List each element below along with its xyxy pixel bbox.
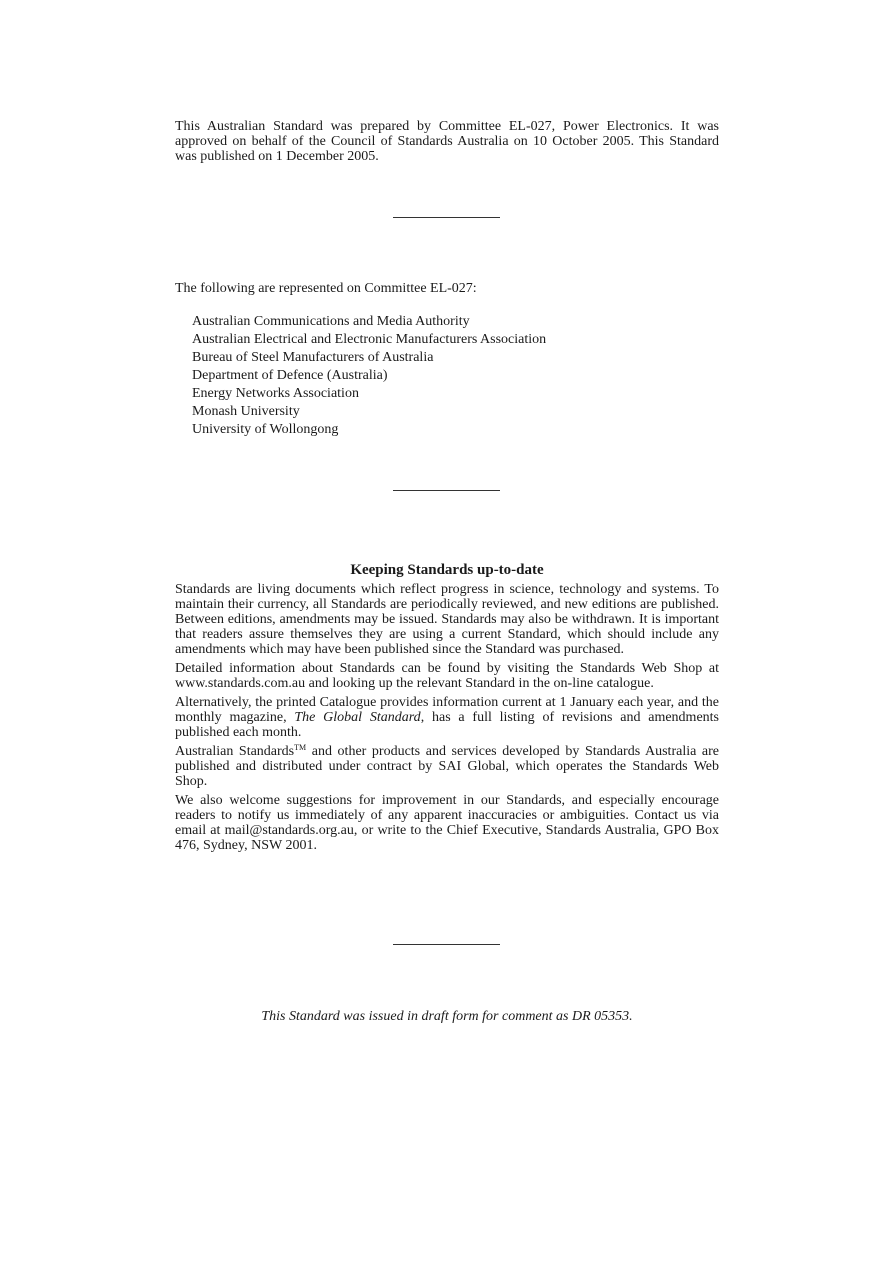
- magazine-title: The Global Standard: [294, 710, 421, 725]
- section-divider: [393, 944, 500, 945]
- section-divider: [393, 490, 500, 491]
- catalogue-text-end: , has a full listing of revisions and amendments published each month.: [175, 710, 720, 740]
- preparation-note: This Australian Standard was prepared by Committee EL-027, Power Electronics. It was approved on behalf of the Council of Standards Australia on 10 October 2005. This Standard was published on 1 December 2005.: [175, 119, 719, 164]
- keeping-up-to-date-body: [175, 582, 719, 857]
- paragraph-web-shop: Detailed information about Standards can be found by visiting the Standards Web Shop at www.standards.com.au and looking up the relevant Standard in the on-line catalogue.: [175, 661, 719, 691]
- committee-member-list: [192, 313, 546, 439]
- brand-name: Australian Standards: [175, 744, 295, 759]
- paragraph-catalogue: [175, 695, 719, 740]
- section-heading: Keeping Standards up-to-date: [350, 562, 544, 578]
- trademark-mark: TM: [294, 743, 307, 752]
- paragraph-suggestions: We also welcome suggestions for improvement in our Standards, and especially encourage readers to notify us immediately of any apparent inaccuracies or ambiguities. Contact us via email at mail@standards.org.au, or write to the Chief Executive, Standards Australia, GPO Box 476, Sydney, NSW 2001.: [175, 793, 719, 853]
- committee-member: Department of Defence (Australia): [192, 368, 388, 383]
- paragraph-sai-global: [175, 744, 719, 789]
- committee-member: Bureau of Steel Manufacturers of Australia: [192, 350, 434, 365]
- catalogue-text: Alternatively, the printed Catalogue provides information current at 1 January each year, and the monthly magazine,: [175, 695, 719, 725]
- committee-member: University of Wollongong: [192, 422, 339, 437]
- committee-member: Australian Communications and Media Authority: [192, 314, 470, 329]
- committee-member: Energy Networks Association: [192, 386, 359, 401]
- committee-intro: The following are represented on Committee EL-027:: [175, 281, 477, 296]
- committee-member: Australian Electrical and Electronic Manufacturers Association: [192, 332, 547, 347]
- paragraph-living-documents: Standards are living documents which reflect progress in science, technology and systems. To maintain their currency, all Standards are periodically reviewed, and new editions are published. Between editions, amendments may be issued. Standards may also be withdrawn. It is important that readers assure themselves they are using a current Standard, which should include any amendments which may have been published since the Standard was purchased.: [175, 582, 719, 657]
- committee-member: Monash University: [192, 404, 300, 419]
- section-divider: [393, 217, 500, 218]
- sai-global-text: and other products and services developed by Standards Australia are published and distributed under contract by SAI Global, which operates the Standards Web Shop.: [175, 744, 719, 789]
- draft-note: This Standard was issued in draft form for comment as DR 05353.: [261, 1009, 633, 1024]
